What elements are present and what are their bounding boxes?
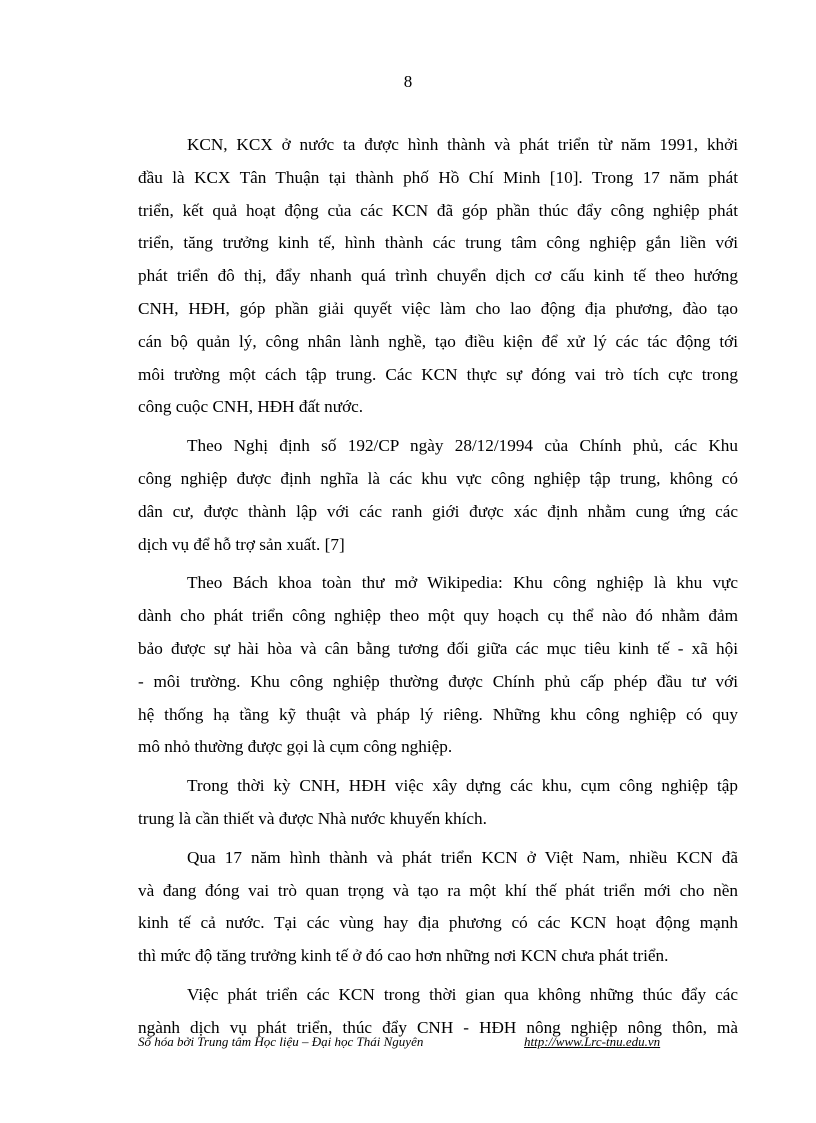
text-line: dân cư, được thành lập với các ranh giới được xác định nhằm cung ứng các [138,501,738,521]
text-line: cán bộ quản lý, công nhân lành nghề, tạo điều kiện để xử lý các tác động tới [138,331,738,351]
paragraph-kcn-history [138,129,738,424]
paragraph-17-years [138,842,738,973]
text-line: triển, kết quả hoạt động của các KCN đã góp phần thúc đẩy công nghiệp phát [138,200,738,220]
page-number: 8 [403,72,413,91]
footer-link[interactable]: http://www.Lrc-tnu.edu.vn [524,1034,661,1049]
text-line: mô nhỏ thường được gọi là cụm công nghiệp. [138,737,453,757]
text-line: đầu là KCX Tân Thuận tại thành phố Hồ Chí Minh [10]. Trong 17 năm phát [138,167,738,187]
text-line: dịch vụ để hỗ trợ sản xuất. [7] [138,534,345,554]
paragraph-decree-definition [138,430,738,561]
paragraph-wikipedia-definition [138,567,738,764]
text-line: Trong thời kỳ CNH, HĐH việc xây dựng các khu, cụm công nghiệp tập [187,776,738,796]
text-line: phát triển đô thị, đẩy nhanh quá trình chuyển dịch cơ cấu kinh tế theo hướng [138,266,738,286]
text-line: bảo được sự hài hòa và cân bằng tương đối giữa các mục tiêu kinh tế - xã hội [138,638,738,658]
text-line: hệ thống hạ tầng kỹ thuật và pháp lý riêng. Những khu công nghiệp có quy [138,704,738,724]
text-line: CNH, HĐH, góp phần giải quyết việc làm cho lao động địa phương, đào tạo [138,298,738,318]
footer-credit: Số hóa bởi Trung tâm Học liệu – Đại học Thái Nguyên [138,1034,424,1049]
text-line: Theo Bách khoa toàn thư mở Wikipedia: Khu công nghiệp là khu vực [187,573,738,593]
text-line: Theo Nghị định số 192/CP ngày 28/12/1994 của Chính phủ, các Khu [187,436,738,456]
text-line: Việc phát triển các KCN trong thời gian qua không những thúc đẩy các [187,984,738,1004]
text-line: trung là cần thiết và được Nhà nước khuyến khích. [138,808,487,828]
text-line: dành cho phát triển công nghiệp theo một quy hoạch cụ thể nào đó nhằm đảm [138,606,738,626]
text-line: kinh tế cả nước. Tại các vùng hay địa phương có các KCN hoạt động mạnh [138,913,738,933]
text-line: và đang đóng vai trò quan trọng và tạo ra một khí thế phát triển mới cho nền [138,880,738,900]
text-line: thì mức độ tăng trưởng kinh tế ở đó cao hơn những nơi KCN chưa phát triển. [138,946,669,966]
text-line: triển, tăng trưởng kinh tế, hình thành các trung tâm công nghiệp gắn liền với [138,233,738,253]
text-line: môi trường một cách tập trung. Các KCN thực sự đóng vai trò tích cực trong [138,364,738,384]
document-body [138,129,738,1051]
text-line: công cuộc CNH, HĐH đất nước. [138,397,364,417]
paragraph-industrialization [138,770,738,836]
text-line: Qua 17 năm hình thành và phát triển KCN ở Việt Nam, nhiều KCN đã [187,847,738,867]
text-line: công nghiệp được định nghĩa là các khu vực công nghiệp tập trung, không có [138,468,738,488]
text-line: KCN, KCX ở nước ta được hình thành và phát triển từ năm 1991, khởi [187,135,738,154]
text-line: ngành dịch vụ phát triển, thúc đẩy CNH - HĐH nông nghiệp nông thôn, mà [138,1017,738,1037]
text-line: - môi trường. Khu công nghiệp thường được Chính phủ cấp phép đầu tư với [138,671,738,691]
